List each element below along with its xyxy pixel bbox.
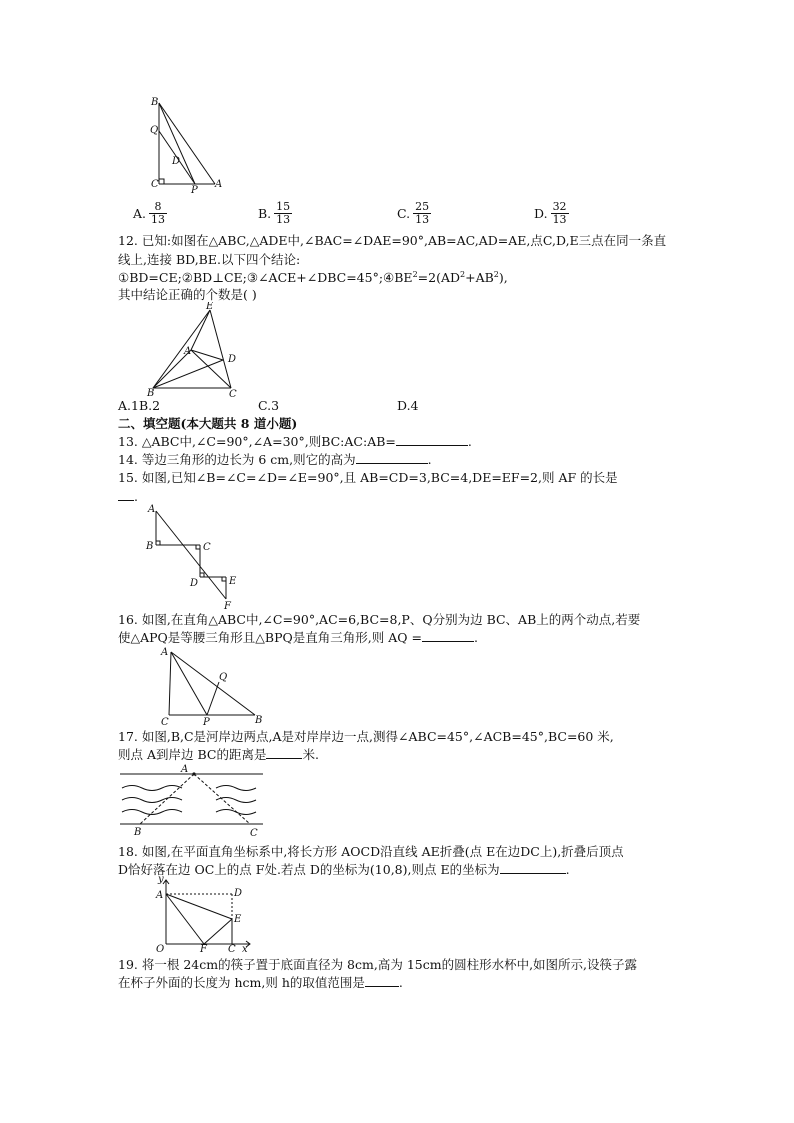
q16-figure <box>155 647 270 727</box>
q15-line1: 15. 如图,已知∠B=∠C=∠D=∠E=90°,且 AB=CD=3,BC=4,DE=EF=2,则 AF 的长是 <box>118 470 618 485</box>
label-C: C <box>161 717 169 727</box>
label-B: B <box>146 541 154 552</box>
q12-option-c: C.3 <box>258 398 280 413</box>
q11-option-a: A. $\frac{8}{13}$ <box>133 200 166 226</box>
label-A: A <box>156 890 164 901</box>
q11-option-b: B. $\frac{15}{13}$ <box>258 200 291 226</box>
label-C: C <box>228 944 236 952</box>
label-O: O <box>156 944 165 952</box>
label-P: P <box>203 717 210 727</box>
label-Q: Q <box>150 125 159 136</box>
q18-line2: D恰好落在边 OC上的点 F处.若点 D的坐标为(10,8),则点 E的坐标为 . <box>118 862 570 877</box>
label-F: F <box>200 944 207 952</box>
label-C: C <box>250 828 258 839</box>
q12-figure <box>145 302 245 400</box>
q15-figure <box>142 503 242 611</box>
label-A: A <box>161 647 169 658</box>
label-D: D <box>190 578 199 589</box>
q19-line2: 在杯子外面的长度为 hcm,则 h的取值范围是 . <box>118 975 403 990</box>
q18-line1: 18. 如图,在平面直角坐标系中,将长方形 AOCD沿直线 AE折叠(点 E在边DC上),折叠后顶点 <box>118 844 624 859</box>
q11-option-d: D. $\frac{32}{13}$ <box>534 200 567 226</box>
q12-line2: 线上,连接 BD,BE.以下四个结论: <box>118 252 301 267</box>
label-B: B <box>147 388 155 399</box>
q15-line2: . <box>118 489 138 505</box>
label-y: y <box>158 874 164 885</box>
q17-line2: 则点 A到岸边 BC的距离是 米. <box>118 747 319 762</box>
label-B: B <box>255 715 263 726</box>
label-E: E <box>229 576 237 587</box>
label-E: E <box>234 914 242 925</box>
label-C: C <box>151 179 159 190</box>
label-D: D <box>172 156 181 167</box>
q12-option-d: D.4 <box>397 398 419 413</box>
label-A: A <box>215 179 223 190</box>
q13: 13. △ABC中,∠C=90°,∠A=30°,则BC:AC:AB= . <box>118 434 472 449</box>
q16-line1: 16. 如图,在直角△ABC中,∠C=90°,AC=6,BC=8,P、Q分别为边 BC、AB上的两个动点,若要 <box>118 612 641 627</box>
label-A: A <box>148 504 156 515</box>
q11-figure <box>145 95 230 195</box>
label-Q: Q <box>219 672 228 683</box>
label-C: C <box>229 389 237 400</box>
q14: 14. 等边三角形的边长为 6 cm,则它的高为 . <box>118 452 432 467</box>
label-B: B <box>134 827 142 838</box>
q12-line1: 12. 已知:如图在△ABC,△ADE中,∠BAC=∠DAE=90°,AB=AC,AD=AE,点C,D,E三点在同一条直 <box>118 233 667 248</box>
q12-option-ab: A.1B.2 <box>118 398 161 413</box>
label-D: D <box>228 354 237 365</box>
section-title: 二、填空题(本大题共 8 道小题) <box>118 416 298 431</box>
label-x: x <box>242 944 248 952</box>
q12-line4: 其中结论正确的个数是( ) <box>118 287 257 302</box>
q11-option-c: C. $\frac{25}{13}$ <box>397 200 430 226</box>
label-D: D <box>234 888 243 899</box>
q17-figure <box>118 762 268 840</box>
label-E: E <box>206 302 214 312</box>
label-F: F <box>224 601 231 611</box>
q19-line1: 19. 将一根 24cm的筷子置于底面直径为 8cm,高为 15cm的圆柱形水杯中,如图所示,设筷子露 <box>118 957 638 972</box>
label-P: P <box>191 185 198 195</box>
label-C: C <box>203 542 211 553</box>
q17-line1: 17. 如图,B,C是河岸边两点,A是对岸岸边一点,测得∠ABC=45°,∠ACB=45°,BC=60 米, <box>118 729 614 744</box>
q18-figure <box>144 874 254 952</box>
q16-line2: 使△APQ是等腰三角形且△BPQ是直角三角形,则 AQ = . <box>118 630 478 645</box>
q12-line3: $①BD=CE;②BD\perp CE;③\angle ACE+\angle DBC=45^\circ;④BE^2=2(AD^2+AB^2)$, <box>118 269 508 285</box>
label-B: B <box>151 97 159 108</box>
label-A: A <box>181 764 189 775</box>
label-A: A <box>184 346 192 357</box>
